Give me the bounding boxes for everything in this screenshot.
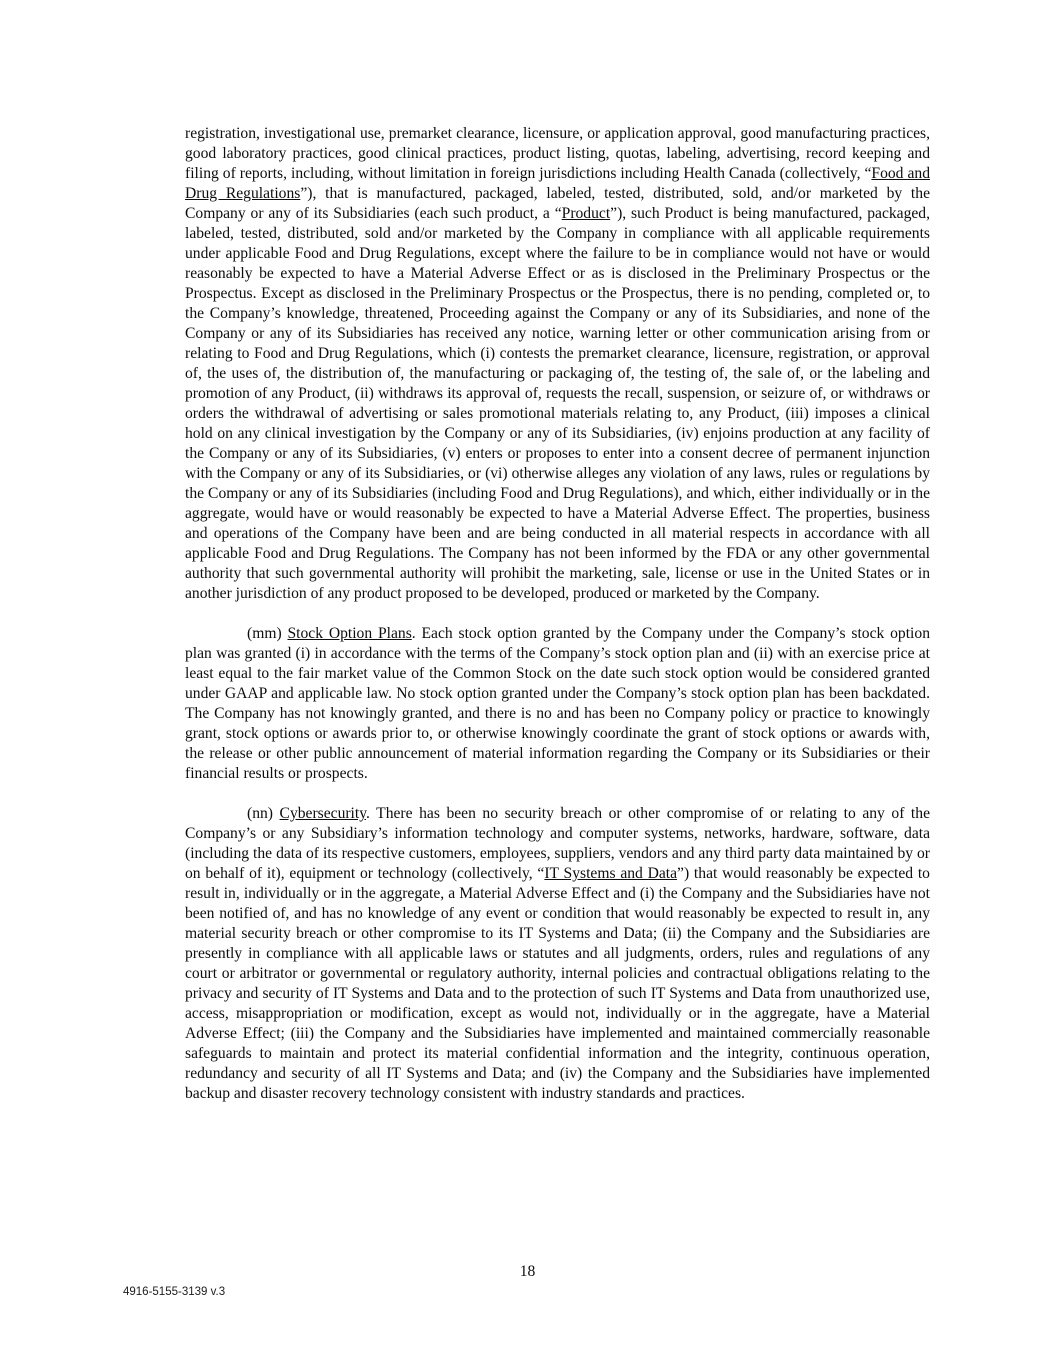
defined-term: Product bbox=[561, 205, 611, 222]
document-body bbox=[185, 124, 930, 1104]
text-run: . There has been no security breach or other compromise of or relating to any of the Company’s or any Subsidiary’s information technology and computer systems, networks, hardware, software, data (including the data of its respective customers, employees, suppliers, vendors and any third party data maintained by or on behalf of it), equipment or technology (collectively, “ bbox=[185, 805, 930, 882]
page-number: 18 bbox=[519, 1263, 536, 1280]
paragraph bbox=[185, 804, 930, 1104]
defined-term: Food and Drug Regulations bbox=[185, 165, 930, 202]
text-run: (mm) bbox=[247, 625, 288, 642]
text-run: ”), such Product is being manufactured, packaged, labeled, tested, distributed, sold and/or marketed by the Company in compliance with all applicable requirements under applicable Food and Drug Regulations, except where the failure to be in compliance would not have or would reasonably be expected to have a Material Adverse Effect or as is disclosed in the Preliminary Prospectus or the Prospectus. Except as disclosed in the Preliminary Prospectus or the Prospectus, there is no pending, completed or, to the Company’s knowledge, threatened, Proceeding against the Company or any of its Subsidiaries, and none of the Company or any of its Subsidiaries has received any notice, warning letter or other communication arising from or relating to Food and Drug Regulations, which (i) contests the premarket clearance, licensure, registration, or approval of, the uses of, the distribution of, the manufacturing or packaging of, the testing of, the sale of, or the labeling and promotion of any Product, (ii) withdraws its approval of, requests the recall, suspension, or seizure of, or withdraws or orders the withdrawal of advertising or sales promotional materials relating to, any Product, (iii) imposes a clinical hold on any clinical investigation by the Company or any of its Subsidiaries, (iv) enjoins production at any facility of the Company or any of its Subsidiaries, (v) enters or proposes to enter into a consent decree of permanent injunction with the Company or any of its Subsidiaries, or (vi) otherwise alleges any violation of any laws, rules or regulations by the Company or any of its Subsidiaries (including Food and Drug Regulations), and which, either individually or in the aggregate, would have or would reasonably be expected to have a Material Adverse Effect. The properties, business and operations of the Company have been and are being conducted in all material respects in accordance with all applicable Food and Drug Regulations. The Company has not been informed by the FDA or any other governmental authority that such governmental authority will prohibit the marketing, sale, license or use in the United States or in another jurisdiction of any product proposed to be developed, produced or marketed by the Company. bbox=[185, 205, 930, 602]
text-run: . Each stock option granted by the Company under the Company’s stock option plan was granted (i) in accordance with the terms of the Company’s stock option plan and (ii) with an exercise price at least equal to the fair market value of the Common Stock on the date such stock option would be considered granted under GAAP and applicable law. No stock option granted under the Company’s stock option plan has been backdated. The Company has not knowingly granted, and there is no and has been no Company policy or practice to knowingly grant, stock options or awards prior to, or otherwise knowingly coordinate the grant of stock options or awards with, the release or other public announcement of material information regarding the Company or its Subsidiaries or their financial results or prospects. bbox=[185, 625, 930, 782]
text-run: registration, investigational use, premarket clearance, licensure, or application approval, good manufacturing practices, good laboratory practices, good clinical practices, product listing, quotas, labeling, advertising, record keeping and filing of reports, including, without limitation in foreign jurisdictions including Health Canada (collectively, “ bbox=[185, 125, 930, 182]
defined-term: IT Systems and Data bbox=[544, 865, 678, 882]
text-run: ”), that is manufactured, packaged, labeled, tested, distributed, sold, and/or marketed by the Company or any of its Subsidiaries (each such product, a “ bbox=[185, 185, 930, 222]
document-id-footer: 4916-5155-3139 v.3 bbox=[123, 1286, 226, 1298]
paragraph bbox=[185, 624, 930, 784]
defined-term: Stock Option Plans bbox=[287, 625, 412, 642]
text-run: (nn) bbox=[247, 805, 280, 822]
text-run: ”) that would reasonably be expected to result in, individually or in the aggregate, a Material Adverse Effect and (i) the Company and the Subsidiaries have not been notified of, and has no knowledge of any event or condition that would reasonably be expected to result in, any material security breach or other compromise to its IT Systems and Data; (ii) the Company and the Subsidiaries are presently in compliance with all applicable laws or statutes and all judgments, orders, rules and regulations of any court or arbitrator or governmental or regulatory authority, internal policies and contractual obligations relating to the privacy and security of IT Systems and Data and to the protection of such IT Systems and Data from unauthorized use, access, misappropriation or modification, except as would not, individually or in the aggregate, have a Material Adverse Effect; (iii) the Company and the Subsidiaries have implemented and maintained commercially reasonable safeguards to maintain and protect its material confidential information and the integrity, continuous operation, redundancy and security of all IT Systems and Data; and (iv) the Company and the Subsidiaries have implemented backup and disaster recovery technology consistent with industry standards and practices. bbox=[185, 865, 930, 1102]
paragraph bbox=[185, 124, 930, 604]
defined-term: Cybersecurity bbox=[279, 805, 367, 822]
